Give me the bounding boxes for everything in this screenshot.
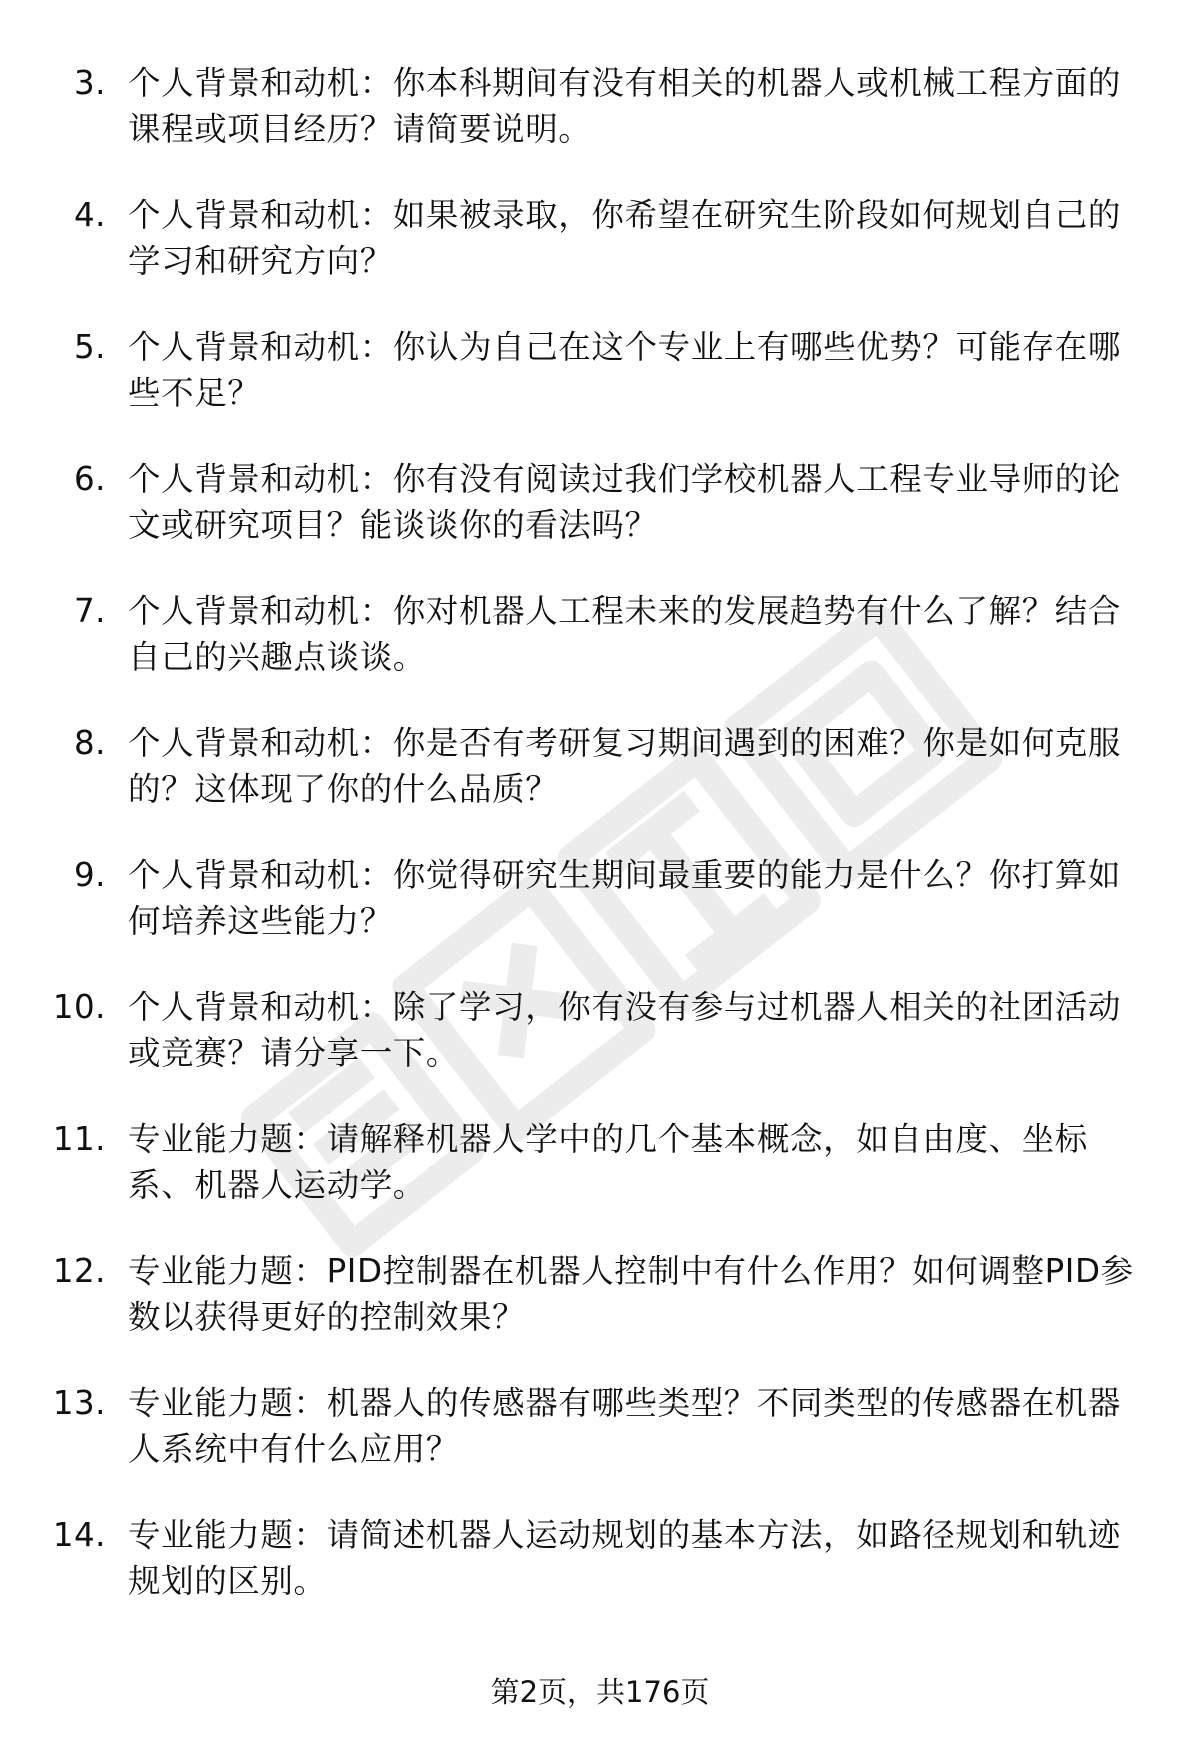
question-number: 5.: [73, 328, 106, 366]
question-text: 个人背景和动机：你认为自己在这个专业上有哪些优势？可能存在哪些不足？: [128, 328, 1122, 412]
question-item: [0, 192, 1200, 324]
question-item: [0, 852, 1200, 984]
question-number: 4.: [73, 196, 106, 234]
question-text: 个人背景和动机：你对机器人工程未来的发展趋势有什么了解？结合自己的兴趣点谈谈。: [128, 592, 1122, 676]
question-text: 个人背景和动机：你有没有阅读过我们学校机器人工程专业导师的论文或研究项目？能谈谈你的看法吗？: [128, 460, 1122, 544]
question-item: [0, 1248, 1200, 1380]
question-number: 12.: [52, 1252, 106, 1290]
question-number: 6.: [73, 460, 106, 498]
question-text: 个人背景和动机：如果被录取，你希望在研究生阶段如何规划自己的学习和研究方向？: [128, 196, 1122, 280]
question-item: [0, 324, 1200, 456]
question-number: 13.: [52, 1384, 106, 1422]
question-number: 9.: [73, 856, 106, 894]
question-number: 7.: [73, 592, 106, 630]
question-item: [0, 588, 1200, 720]
question-item: [0, 456, 1200, 588]
question-item: [0, 1380, 1200, 1512]
question-text: 个人背景和动机：你觉得研究生期间最重要的能力是什么？你打算如何培养这些能力？: [128, 856, 1122, 940]
question-number: 14.: [52, 1516, 106, 1554]
question-text: 专业能力题：请解释机器人学中的几个基本概念，如自由度、坐标系、机器人运动学。: [128, 1120, 1088, 1204]
page-number-footer: 第2页，共176页: [490, 1675, 710, 1709]
question-item: [0, 984, 1200, 1116]
question-number: 8.: [73, 724, 106, 762]
question-item: [0, 1116, 1200, 1248]
question-number: 3.: [73, 64, 106, 102]
question-item: [0, 1512, 1200, 1644]
question-number: 10.: [52, 988, 106, 1026]
question-text: 专业能力题：请简述机器人运动规划的基本方法，如路径规划和轨迹规划的区别。: [128, 1516, 1122, 1600]
question-number: 11.: [52, 1120, 106, 1158]
question-list: [0, 60, 1200, 1644]
question-text: 专业能力题：PID控制器在机器人控制中有什么作用？如何调整PID参数以获得更好的控制效果？: [128, 1252, 1134, 1336]
question-text: 个人背景和动机：你本科期间有没有相关的机器人或机械工程方面的课程或项目经历？请简要说明。: [128, 64, 1122, 148]
question-text: 个人背景和动机：你是否有考研复习期间遇到的困难？你是如何克服的？这体现了你的什么品质？: [128, 724, 1122, 808]
question-text: 专业能力题：机器人的传感器有哪些类型？不同类型的传感器在机器人系统中有什么应用？: [128, 1384, 1122, 1468]
question-item: [0, 60, 1200, 192]
question-text: 个人背景和动机：除了学习，你有没有参与过机器人相关的社团活动或竞赛？请分享一下。: [128, 988, 1122, 1072]
question-item: [0, 720, 1200, 852]
